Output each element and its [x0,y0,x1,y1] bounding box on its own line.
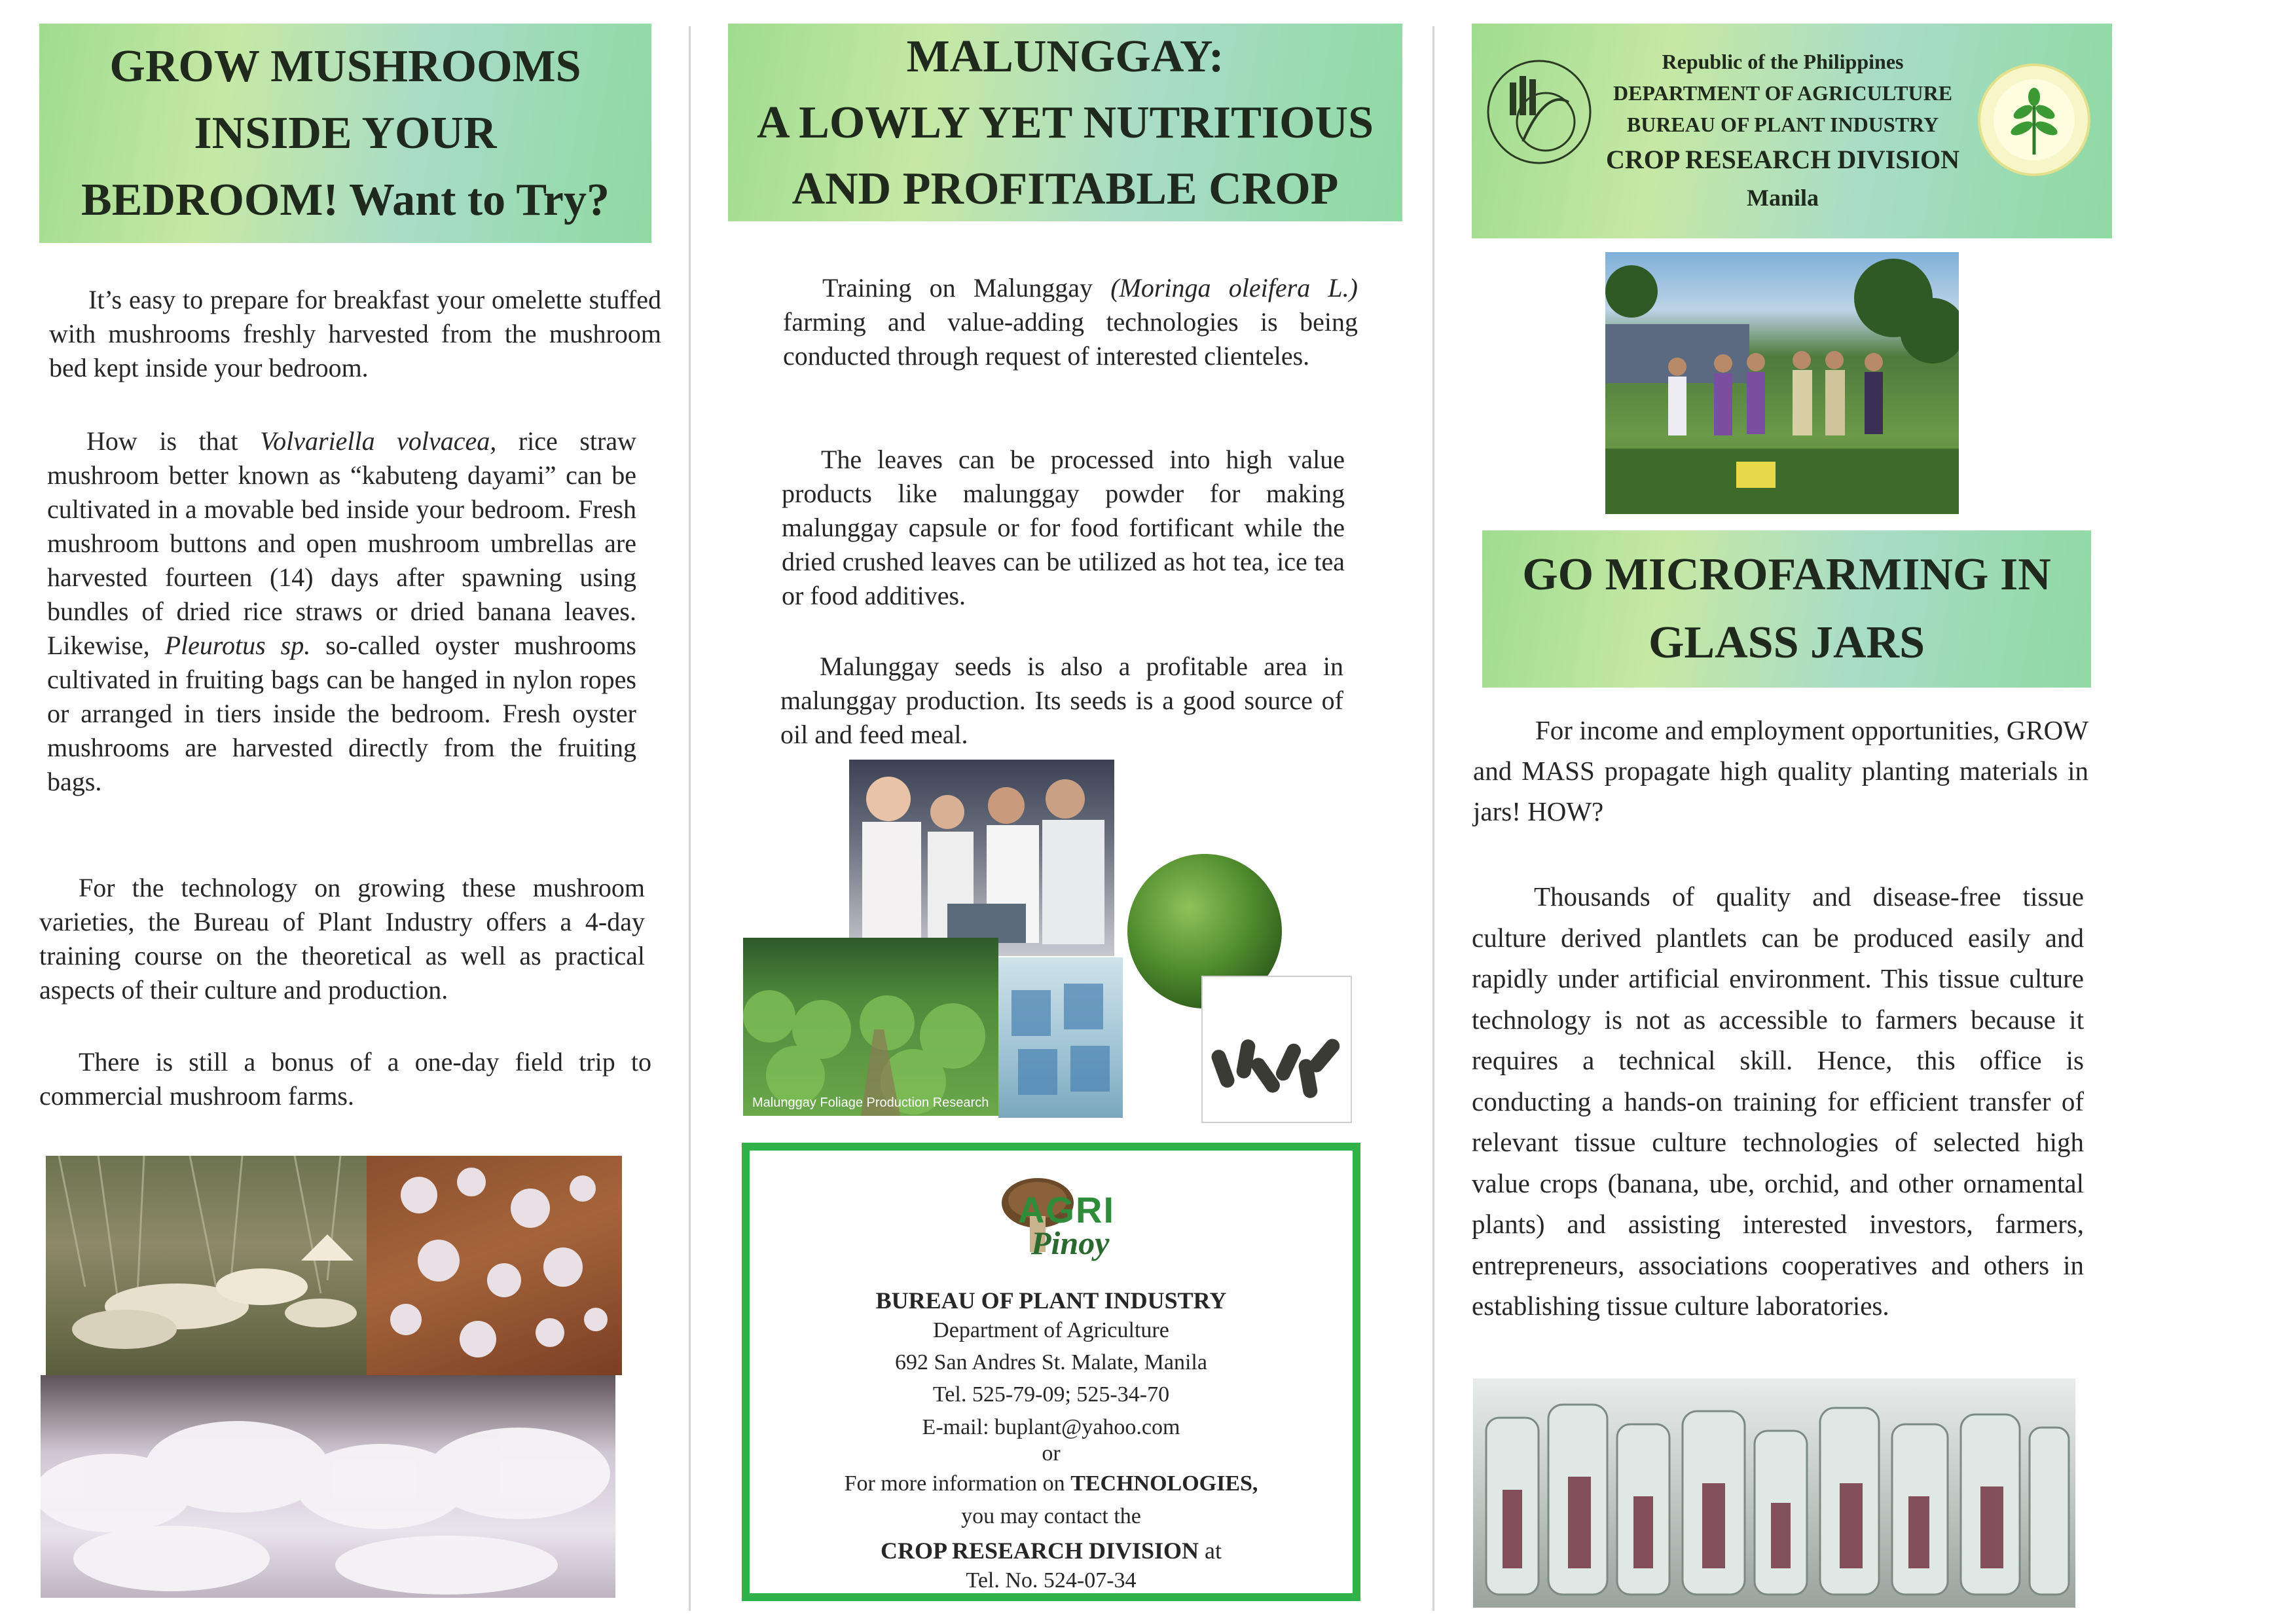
mushroom-paragraph-3: For the technology on growing these mushroom varieties, the Bureau of Plant Industry offers a 4-day training course on the theoretical as well as practical aspects of their culture and production. [39,873,645,1005]
mushroom-paragraph-2: How is that Volvariella volvacea, rice straw mushroom better known as “kabuteng dayami” can be cultivated in a movable bed inside your bedroom. Fresh mushroom buttons and open mushroom umbrellas are harvested fourteen (14) days after spawning using bundles of dried rice straws or dried banana leaves. Likewise, Pleurotus sp. so-called oyster mushrooms cultivated in fruiting bags can be hanged in nylon ropes or arranged in tiers inside the bedroom. Fresh oyster mushrooms are harvested directly from the fruiting bags. [47,426,636,796]
contact-or: or [1042,1441,1061,1466]
logo-word-pinoy: Pinoy [1031,1225,1110,1261]
header-division: CROP RESEARCH DIVISION [1605,145,1960,174]
department-seal [1484,56,1595,168]
header-republic: Republic of the Philippines [1662,50,1904,73]
contact-org: BUREAU OF PLANT INDUSTRY [875,1287,1227,1314]
title-line: INSIDE YOUR [194,107,497,158]
contact-address: 692 San Andres St. Malate, Manila [895,1350,1207,1375]
mushroom-title-banner [39,24,651,243]
title-line: GROW MUSHROOMS [109,41,581,92]
photo-malunggay-capsule-packs [998,957,1123,1118]
contact-more-info: For more information on TECHNOLOGIES, [844,1471,1258,1496]
photo-officials-in-garden [1605,252,1959,514]
scientific-name: (Moringa oleifera L.) [1110,273,1358,303]
mushroom-paragraph-4: There is still a bonus of a one-day field trip to commercial mushroom farms. [39,1047,651,1111]
malunggay-paragraph-1: Training on Malunggay (Moringa oleifera L.) farming and value-adding technologies is being conducted through request of interested clienteles. [783,273,1358,371]
photo-straw-mushrooms-bed [367,1156,622,1375]
photo-tissue-culture-jars [1473,1378,2075,1608]
scientific-name: Volvariella volvacea, [260,426,497,456]
scientific-name: Pleurotus sp. [164,631,311,660]
photo-oyster-mushrooms-straw [46,1156,367,1375]
header-department: DEPARTMENT OF AGRICULTURE [1613,81,1953,105]
contact-tel: Tel. 525-79-09; 525-34-70 [932,1382,1170,1407]
agency-header-banner [1472,24,2112,238]
contact-dept: Department of Agriculture [933,1318,1169,1342]
microfarming-paragraph-1: For income and employment opportunities, GROW and MASS propagate high quality planting materials in jars! HOW? [1473,715,2088,826]
photo-oyster-mushroom-cluster [41,1375,615,1598]
title-line: AND PROFITABLE CROP [792,163,1339,214]
column-divider-left [689,26,691,1611]
title-line: GO MICROFARMING IN [1522,549,2051,600]
agri-pinoy-logo [992,1170,1123,1268]
halaman-seal [1977,63,2092,177]
mushroom-paragraph-1: It’s easy to prepare for breakfast your omelette stuffed with mushrooms freshly harvested from the mushroom bed kept inside your bedroom. [49,285,661,382]
header-text [1590,46,1976,216]
title-line: GLASS JARS [1648,618,1925,668]
contact-line: you may contact the [961,1504,1141,1528]
malunggay-paragraph-2: The leaves can be processed into high value products like malunggay powder for making malunggay capsule or for food fortificant while the dried crushed leaves can be utilized as hot tea, ice tea or food additives. [782,445,1345,610]
contact-box [742,1143,1360,1601]
header-city: Manila [1746,185,1819,211]
column-divider-right [1432,26,1434,1611]
logo-word-agri: AGRI [1018,1189,1115,1230]
photo-malunggay-field [743,938,998,1116]
microfarming-paragraph-2: Thousands of quality and disease-free tissue culture derived plantlets can be produced easily and rapidly under artificial environment. This tissue culture technology is not as accessible to farmers because it requires a technical skill. Hence, this office is conducting a hands-on training for efficient transfer of relevant tissue culture technologies of selected high value crops (banana, ube, orchid, and other ornamental plants) and assisting interested investors, farmers, entrepreneurs, associations cooperatives and others in establishing tissue culture laboratories. [1472,881,2084,1321]
microfarming-title-banner [1482,530,2091,688]
header-bureau: BUREAU OF PLANT INDUSTRY [1626,113,1939,136]
malunggay-title-banner [728,24,1402,221]
title-line: MALUNGGAY: [906,31,1224,82]
malunggay-paragraph-3: Malunggay seeds is also a profitable area in malunggay production. Its seeds is a good source of oil and feed meal. [780,652,1343,749]
contact-tel2: Tel. No. 524-07-34 [966,1568,1137,1593]
title-line: A LOWLY YET NUTRITIOUS [756,97,1374,148]
photo-malunggay-capsules [1201,976,1352,1123]
photo-malunggay-training [849,760,1114,956]
contact-email: E-mail: buplant@yahoo.com [922,1415,1180,1439]
photo-caption: Malunggay Foliage Production Research [752,1096,989,1110]
contact-division: CROP RESEARCH DIVISION at [880,1538,1222,1564]
title-line: BEDROOM! Want to Try? [81,174,610,225]
